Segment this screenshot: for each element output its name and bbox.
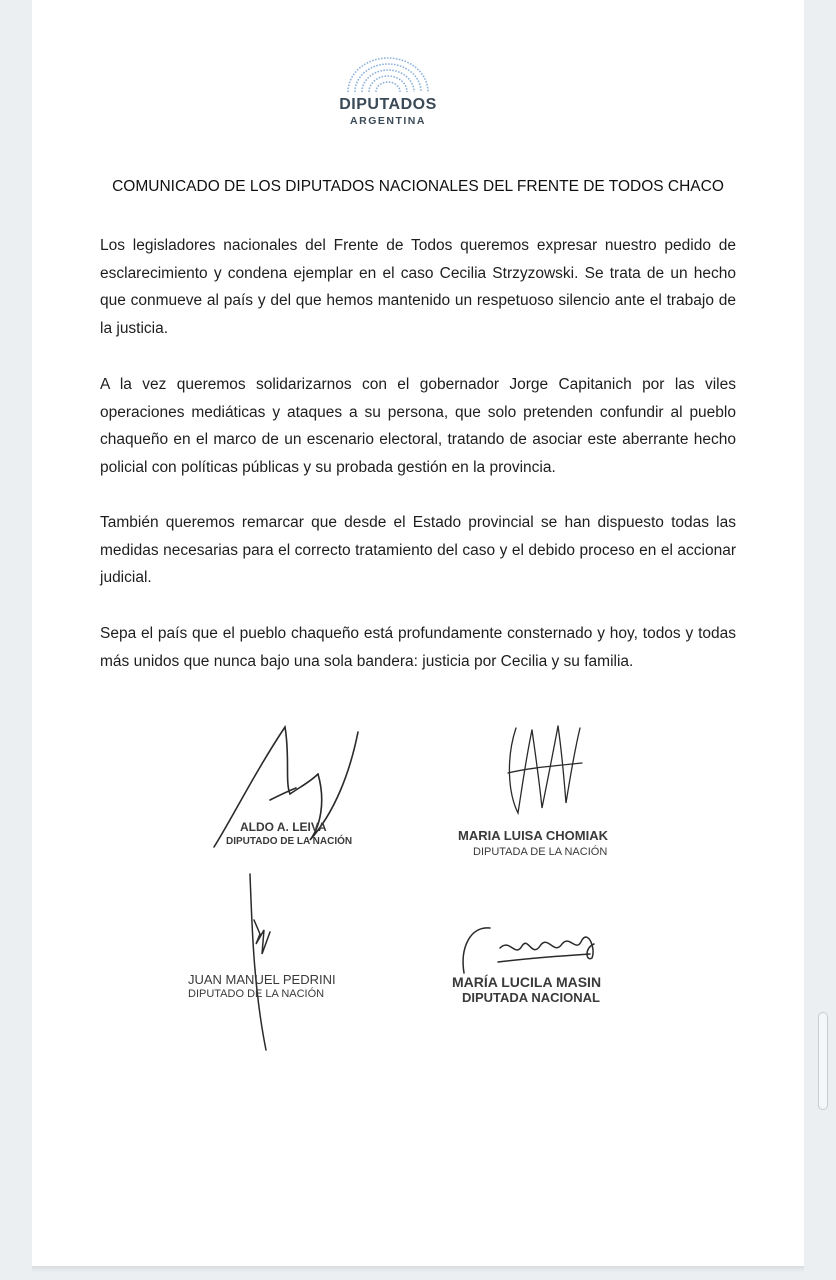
paragraph: Sepa el país que el pueblo chaqueño está profundamente consternado y hoy, todos y todas más unidos que nunca bajo una sola bandera: justicia por Cecilia y su familia. (100, 625, 736, 670)
diputados-logo (328, 54, 448, 134)
signatory-name: MARÍA LUCILA MASIN (452, 974, 602, 990)
logo-title: DIPUTADOS (339, 96, 437, 113)
document-heading: COMUNICADO DE LOS DIPUTADOS NACIONALES DEL FRENTE DE TODOS CHACO (112, 178, 724, 195)
signatory-title: DIPUTADA NACIONAL (462, 990, 600, 1005)
handwritten-signature-chomiak (498, 718, 588, 823)
handwritten-signature-pedrini (240, 870, 280, 1055)
signatory-name: MARIA LUISA CHOMIAK (458, 828, 608, 843)
signatory-title: DIPUTADO DE LA NACIÓN (188, 988, 325, 1000)
scrollbar[interactable] (818, 1012, 828, 1110)
signatory-name: ALDO A. LEIVA (240, 820, 327, 834)
paragraph: Los legisladores nacionales del Frente de Todos queremos expresar nuestro pedido de esclarecimiento y condena ejemplar en el caso Cecilia Strzyzowski. Se trata de un hecho que conmueve al país y del que hemos mantenido un respetuoso silencio ante el trabajo de la justicia. (100, 237, 736, 337)
logo-subtitle: ARGENTINA (350, 115, 426, 127)
paragraph: También queremos remarcar que desde el Estado provincial se han dispuesto todas las medidas necesarias para el correcto tratamiento del caso y el debido proceso en el accionar judicial. (100, 514, 736, 586)
signatory-title: DIPUTADA DE LA NACIÓN (473, 846, 608, 858)
page-bottom-shadow (32, 1266, 804, 1272)
signatory-name: JUAN MANUEL PEDRINI (188, 972, 336, 987)
congress-hemicycle-icon (343, 54, 433, 94)
paragraph: A la vez queremos solidarizarnos con el gobernador Jorge Capitanich por las viles operaciones mediáticas y ataques a su persona, que solo pretenden confundir al pueblo chaqueño en el marco de un escenario electoral, tratando de asociar este aberrante hecho policial con políticas públicas y su probada gestión en la provincia. (100, 376, 736, 476)
signatory-title: DIPUTADO DE LA NACIÓN (226, 836, 353, 847)
